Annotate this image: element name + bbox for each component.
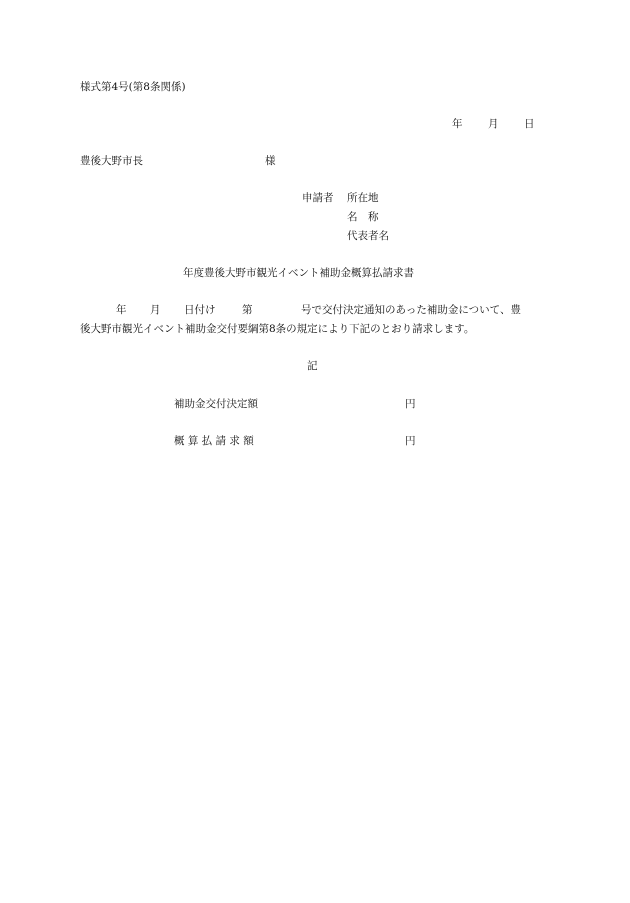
item-unit-request-amount: 円 [405, 435, 416, 447]
date-day: 日 [524, 118, 535, 130]
body-line2: 後大野市観光イベント補助金交付要綱第8条の規定により下記のとおり請求します。 [80, 323, 475, 335]
name-label: 名 称 [347, 211, 379, 223]
body-line1-rest: 号で交付決定通知のあった補助金について、豊 [301, 304, 521, 316]
addressee-honorific: 様 [265, 155, 276, 167]
date-month: 月 [488, 118, 499, 130]
addressee-title: 豊後大野市長 [80, 155, 143, 167]
body-month: 月 [150, 304, 161, 316]
item-unit-decision-amount: 円 [405, 398, 416, 410]
applicant-label: 申請者 [302, 192, 334, 204]
body-number-prefix: 第 [242, 304, 253, 316]
date-year: 年 [452, 118, 463, 130]
item-label-request-amount: 概 算 払 請 求 額 [174, 435, 254, 447]
representative-label: 代表者名 [347, 230, 389, 242]
form-number: 様式第4号(第8条関係) [80, 81, 186, 93]
address-label: 所在地 [347, 192, 379, 204]
ki-mark: 記 [307, 360, 318, 372]
item-label-decision-amount: 補助金交付決定額 [174, 398, 258, 410]
body-year: 年 [116, 304, 127, 316]
body-dated: 日付け [184, 304, 216, 316]
document-title: 年度豊後大野市観光イベント補助金概算払請求書 [183, 267, 414, 279]
